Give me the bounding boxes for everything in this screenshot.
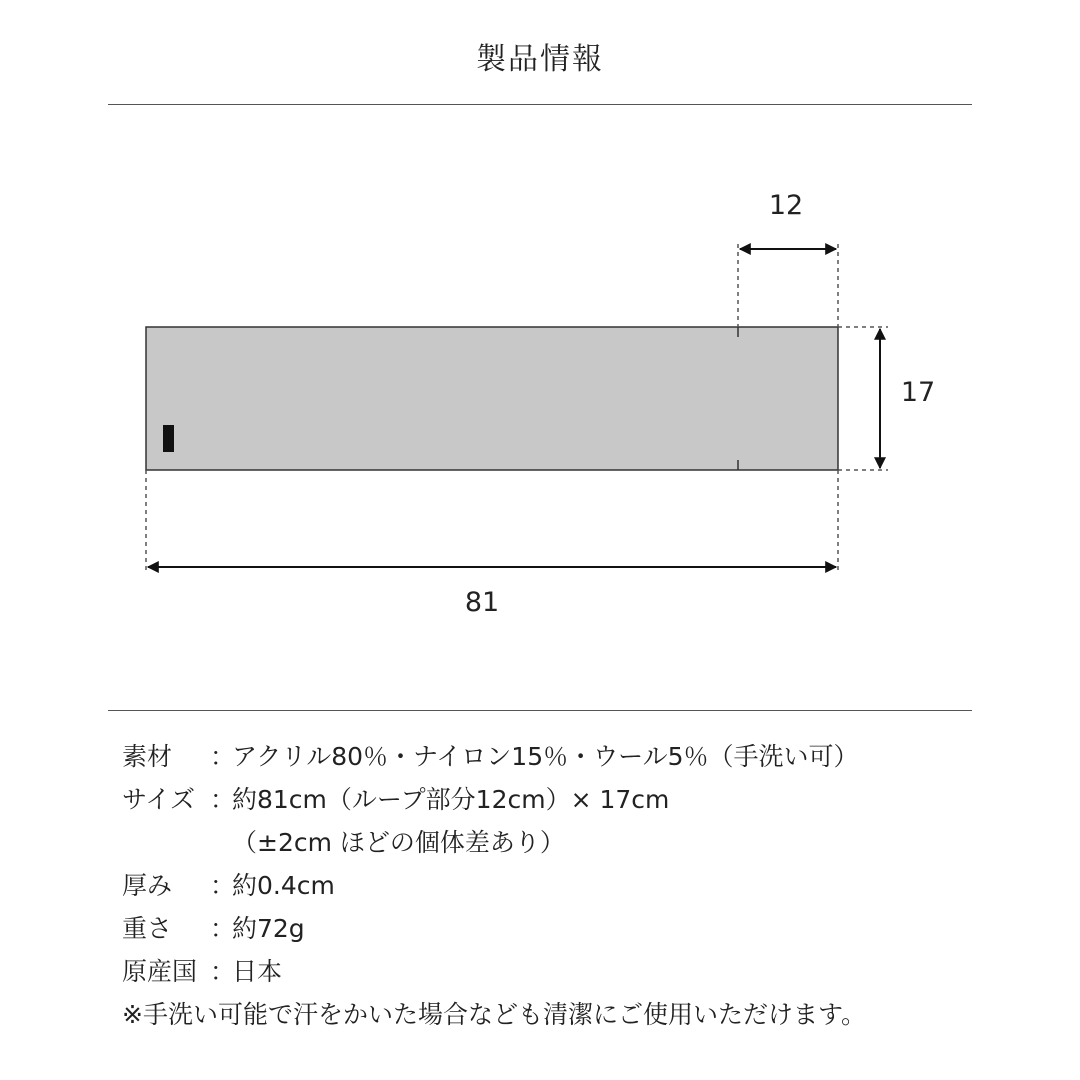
spec-material bbox=[122, 735, 859, 778]
spec-weight-label: 重さ bbox=[122, 914, 173, 943]
spec-weight-value: 約72g bbox=[232, 914, 305, 943]
tag-icon bbox=[163, 425, 174, 452]
spec-origin bbox=[122, 950, 282, 993]
spec-weight-colon: ： bbox=[210, 914, 236, 943]
spec-thickness bbox=[122, 864, 335, 907]
bottom-divider bbox=[108, 710, 972, 711]
spec-size-note: （±2cm ほどの個体差あり） bbox=[232, 828, 565, 857]
page-title: 製品情報 bbox=[476, 42, 604, 77]
spec-size-value: 約81cm（ループ部分12cm）× 17cm bbox=[232, 785, 670, 814]
spec-origin-colon: ： bbox=[210, 957, 236, 986]
spec-size bbox=[122, 778, 669, 821]
length-label: 81 bbox=[464, 587, 500, 618]
spec-thickness-value: 約0.4cm bbox=[232, 871, 335, 900]
spec-weight bbox=[122, 907, 305, 950]
spec-material-colon: ： bbox=[210, 742, 236, 771]
spec-material-label: 素材 bbox=[122, 742, 173, 771]
spec-thickness-label: 厚み bbox=[122, 871, 173, 900]
spec-origin-value: 日本 bbox=[232, 957, 283, 986]
spec-origin-label: 原産国 bbox=[122, 957, 198, 986]
spec-size-colon: ： bbox=[210, 785, 236, 814]
loop-width-label: 12 bbox=[768, 190, 804, 221]
spec-thickness-colon: ： bbox=[210, 871, 236, 900]
spec-size-label: サイズ bbox=[122, 785, 196, 814]
spec-material-value: アクリル80％・ナイロン15％・ウール5％（手洗い可） bbox=[232, 742, 859, 771]
height-label: 17 bbox=[900, 377, 936, 408]
product-body bbox=[146, 327, 838, 470]
spec-footnote: ※手洗い可能で汗をかいた場合なども清潔にご使用いただけます。 bbox=[122, 1000, 866, 1029]
